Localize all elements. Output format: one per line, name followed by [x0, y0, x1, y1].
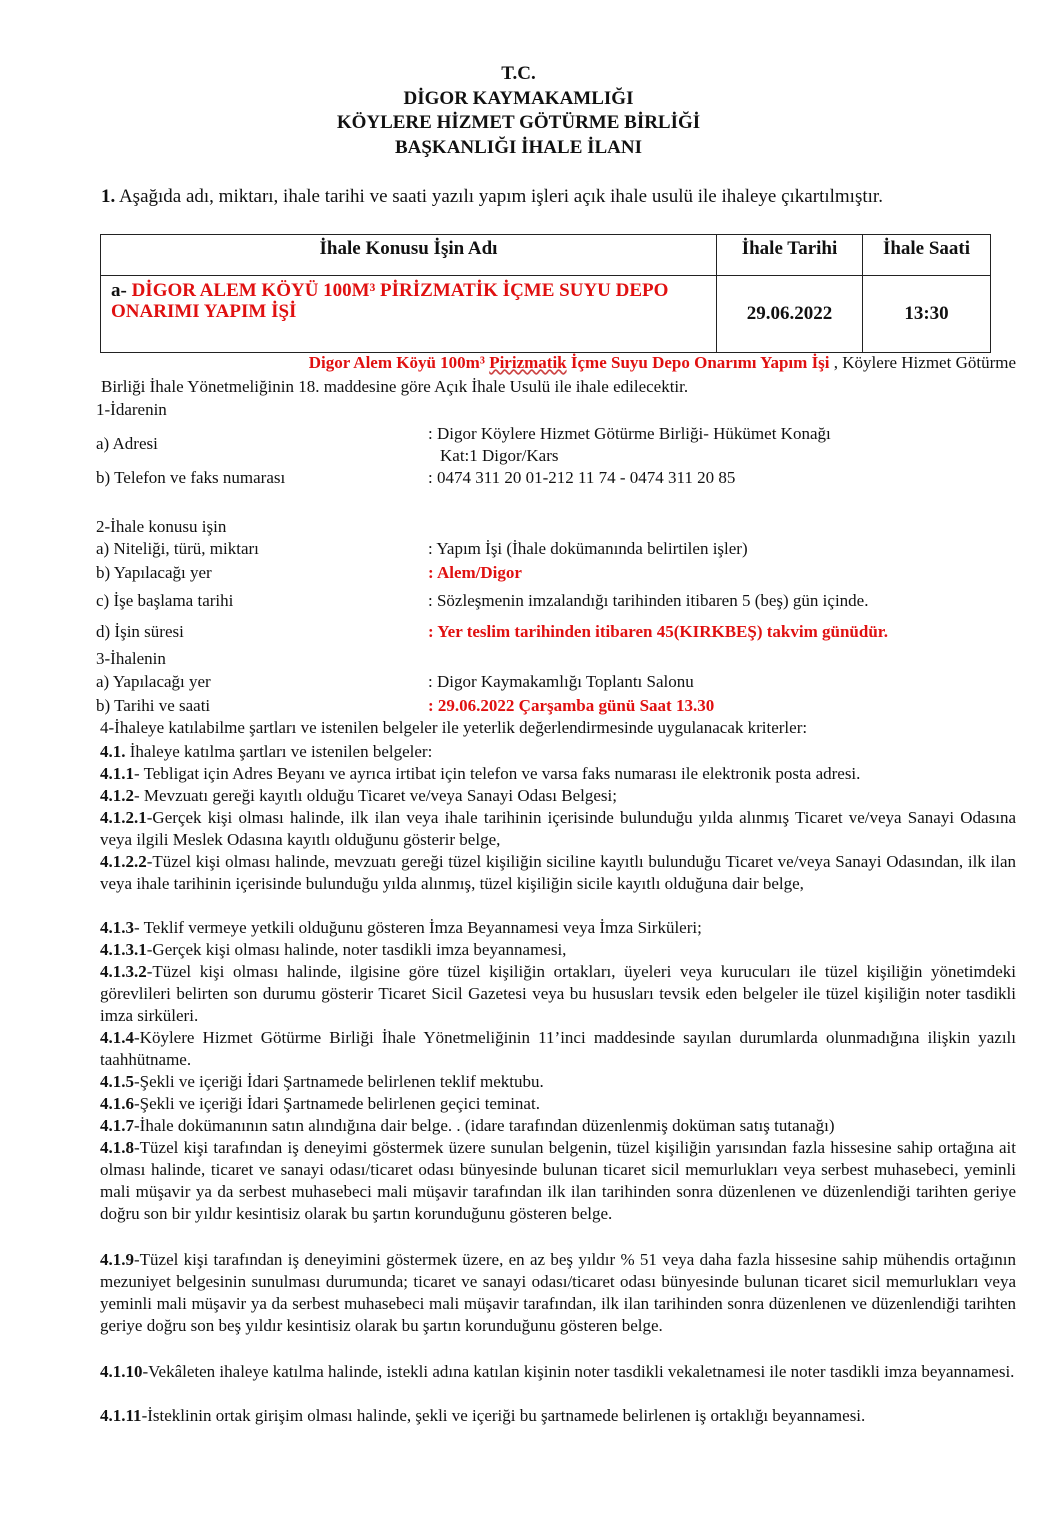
- header-line-ilan: BAŞKANLIĞI İHALE İLANI: [394, 136, 643, 158]
- criteria-item: [100, 939, 1016, 961]
- cell-work-name: [101, 276, 717, 353]
- criteria-number: 4.1.6: [100, 1094, 134, 1113]
- criteria-text: -Köylere Hizmet Götürme Birliği İhale Yönetmeliğinin 11’inci maddesinde sayılan durumlarda olunmadığına ilişkin yazılı taahhütname.: [100, 1028, 1016, 1069]
- tender-table-row: [101, 276, 991, 353]
- criteria-text: - Mevzuatı gereği kayıtlı olduğu Ticaret ve/veya Sanayi Odası Belgesi;: [134, 786, 617, 805]
- address-value-2: Kat:1 Digor/Kars: [440, 446, 559, 465]
- start-date-value: : Sözleşmenin imzalandığı tarihinden itibaren 5 (beş) gün içinde.: [428, 591, 869, 610]
- criteria-number: 4.1.2.1: [100, 808, 147, 827]
- tender-table-header-row: [101, 235, 991, 276]
- intro-number: 1.: [101, 186, 116, 207]
- criteria-text: -Tüzel kişi olması halinde, mevzuatı gereği tüzel kişiliğin siciline kayıtlı bulunduğu Ticaret ve/veya Sanayi Odasından, ilk ilan veya ihale tarihinin içerisinde bulunduğu yılda alınmış, tüzel kişiliğin sicile kayıtlı olduğuna dair belge,: [100, 852, 1016, 893]
- phone-label: b) Telefon ve faks numarası: [96, 468, 286, 487]
- cell-date: 29.06.2022: [717, 276, 863, 353]
- criteria-number: 4.1.11: [100, 1406, 142, 1425]
- criteria-number: 4.1.10: [100, 1362, 143, 1381]
- criteria-number: 4.1.2: [100, 786, 134, 805]
- criteria-text: - Tebligat için Adres Beyanı ve ayrıca irtibat için telefon ve varsa faks numarası ile elektronik posta adresi.: [134, 764, 861, 783]
- criteria-text: -Tüzel kişi tarafından iş deneyimi göstermek üzere sunulan belgenin, tüzel kişiliğin yarısından fazla hissesine sahip ortağına ait olması halinde, ticaret ve sanayi odası/ticaret odası bünyesinde bulunan ticaret sicil memurlukları veya serbest muhasebeci, yeminli mali müşavir ya da serbest muhasebeci mali müşavir tarafından ilk ilan tarihinden sonra düzenlenen ve düzenlendiği tarihten geriye doğru son bir yıldır kesintisiz olarak bu şartın korunduğunu gösteren belge.: [100, 1138, 1016, 1223]
- criteria-item: [100, 1405, 1016, 1427]
- criteria-text: -Gerçek kişi olması halinde, noter tasdikli imza beyannamesi,: [146, 940, 567, 959]
- criteria-item: [100, 807, 1016, 851]
- criteria-number: 4.1.7: [100, 1116, 134, 1135]
- section4-title: 4-İhaleye katılabilme şartları ve istenilen belgeler ile yeterlik değerlendirmesinde uygulanacak kriterler:: [100, 718, 808, 737]
- criteria-number: 4.1.3.2: [100, 962, 147, 981]
- header-line-birlik: KÖYLERE HİZMET GÖTÜRME BİRLİĞİ: [336, 112, 701, 133]
- criteria-item: [100, 1137, 1016, 1225]
- header-cell-work-name: İhale Konusu İşin Adı: [101, 235, 717, 276]
- description-work-title-wavy: Pirizmatik: [489, 353, 567, 372]
- criteria-number: 4.1.8: [100, 1138, 134, 1157]
- header-cell-date: İhale Tarihi: [717, 235, 863, 276]
- criteria-number: 4.1.2.2: [100, 852, 147, 871]
- criteria-text: -Gerçek kişi olması halinde, ilk ilan veya ihale tarihinin içerisinde bulunduğu yılda alınmış Ticaret ve/veya Sanayi Odasına veya ilgili Meslek Odasına kayıtlı olduğunu gösterir belge,: [100, 808, 1016, 849]
- criteria-item: [100, 851, 1016, 895]
- section1-title: 1-İdarenin: [96, 400, 167, 419]
- criteria-text: -Tüzel kişi tarafından iş deneyimini göstermek üzere, en az beş yıldır % 51 veya daha fazla hissesine sahip mühendis ortağının mezuniyet belgesinin sunulması durumunda; ticaret ve sanayi odası/ticaret odası bünyesinde bulunan ticaret sicil memurlukları veya yeminli mali müşavir ya da serbest muhasebeci mali müşavir tarafından, ilk ilan tarihinden sonra düzenlenen ve düzenlendiği tarihten geriye doğru son beş yıldır kesintisiz olarak bu şartın korunduğunu gösteren belge.: [100, 1250, 1016, 1335]
- criteria-text: -Şekli ve içeriği İdari Şartnamede belirlenen teklif mektubu.: [134, 1072, 544, 1091]
- cell-time: 13:30: [863, 276, 991, 353]
- criteria-item: [100, 917, 1016, 939]
- criteria-item: [100, 785, 1016, 807]
- tender-datetime-value: : 29.06.2022 Çarşamba günü Saat 13.30: [428, 696, 715, 715]
- intro-text: Aşağıda adı, miktarı, ihale tarihi ve saati yazılı yapım işleri açık ihale usulü ile ihaleye çıkartılmıştır.: [115, 186, 883, 207]
- start-date-label: c) İşe başlama tarihi: [96, 591, 234, 610]
- criteria-text: İhaleye katılma şartları ve istenilen belgeler:: [125, 742, 433, 761]
- description-work-title-1: Digor Alem Köyü 100m³: [308, 353, 490, 372]
- description-work-title-2: İçme Suyu Depo Onarımı Yapım İşi: [566, 353, 830, 372]
- work-place-label: b) Yapılacağı yer: [96, 563, 212, 582]
- nature-label: a) Niteliği, türü, miktarı: [96, 539, 259, 558]
- tender-table: [100, 234, 991, 353]
- criteria-item: [100, 763, 1016, 785]
- description-line-1: [0, 353, 1016, 373]
- criteria-number: 4.1.: [100, 742, 126, 761]
- criteria-item: [100, 1093, 1016, 1115]
- section2-title: 2-İhale konusu işin: [96, 517, 227, 536]
- criteria-number: 4.1.1: [100, 764, 134, 783]
- criteria-item: [100, 1071, 1016, 1093]
- criteria-item: [100, 1027, 1016, 1071]
- criteria-text: -İsteklinin ortak girişim olması halinde, şekli ve içeriği bu şartnamede belirlenen iş ortaklığı beyannamesi.: [141, 1406, 866, 1425]
- criteria-number: 4.1.3.1: [100, 940, 147, 959]
- criteria-number: 4.1.3: [100, 918, 134, 937]
- criteria-item: [100, 961, 1016, 1027]
- criteria-number: 4.1.4: [100, 1028, 134, 1047]
- description-rest-1: , Köylere Hizmet Götürme: [829, 353, 1016, 372]
- criteria-text: -Vekâleten ihaleye katılma halinde, istekli adına katılan kişinin noter tasdikli vekaletnamesi ile noter tasdikli imza beyannamesi.: [142, 1362, 1015, 1381]
- criteria-text: -Şekli ve içeriği İdari Şartnamede belirlenen geçici teminat.: [134, 1094, 540, 1113]
- criteria-text: - Teklif vermeye yetkili olduğunu gösteren İmza Beyannamesi veya İmza Sirküleri;: [134, 918, 702, 937]
- address-label: a) Adresi: [96, 434, 158, 453]
- nature-value: : Yapım İşi (İhale dokümanında belirtilen işler): [428, 539, 748, 558]
- address-value-1: : Digor Köylere Hizmet Götürme Birliği- Hükümet Konağı: [428, 424, 831, 443]
- criteria-number: 4.1.9: [100, 1250, 134, 1269]
- criteria-item: [100, 1249, 1016, 1337]
- intro-paragraph: [101, 186, 1021, 208]
- criteria-text: -Tüzel kişi olması halinde, ilgisine göre tüzel kişiliğin ortakları, üyeleri veya kurucuları ile tüzel kişiliğin yönetimdeki görevlileri belirten son durumu gösterir Ticaret Sicil Gazetesi veya bu hususları tevsik eden belgeler ile tüzel kişiliğin noter tasdikli imza sirküleri.: [100, 962, 1016, 1025]
- duration-value: : Yer teslim tarihinden itibaren 45(KIRKBEŞ) takvim günüdür.: [428, 622, 889, 641]
- header-cell-time: İhale Saati: [863, 235, 991, 276]
- description-line-2: Birliği İhale Yönetmeliğinin 18. maddesine göre Açık İhale Usulü ile ihale edilecektir.: [101, 377, 689, 396]
- tender-datetime-label: b) Tarihi ve saati: [96, 696, 211, 715]
- criteria-number: 4.1.5: [100, 1072, 134, 1091]
- cell-work-title: DİGOR ALEM KÖYÜ 100M³ PİRİZMATİK İÇME SUYU DEPO ONARIMI YAPIM İŞİ: [111, 280, 669, 322]
- cell-work-prefix: a-: [111, 280, 127, 301]
- criteria-item: [100, 1115, 1016, 1137]
- criteria-item: [100, 741, 1016, 763]
- header-line-kaymakamlik: DİGOR KAYMAKAMLIĞI: [403, 87, 634, 109]
- tender-place-value: : Digor Kaymakamlığı Toplantı Salonu: [428, 672, 694, 691]
- section3-title: 3-İhalenin: [96, 649, 166, 668]
- phone-value: : 0474 311 20 01-212 11 74 - 0474 311 20 85: [428, 468, 736, 487]
- criteria-item: [100, 1361, 1016, 1383]
- work-place-value: : Alem/Digor: [428, 563, 522, 582]
- criteria-text: -İhale dokümanının satın alındığına dair belge. . (idare tarafından düzenlenmiş doküman satış tutanağı): [134, 1116, 835, 1135]
- document-header: [0, 62, 1037, 160]
- header-line-tc: T.C.: [501, 63, 536, 84]
- tender-place-label: a) Yapılacağı yer: [96, 672, 211, 691]
- duration-label: d) İşin süresi: [96, 622, 184, 641]
